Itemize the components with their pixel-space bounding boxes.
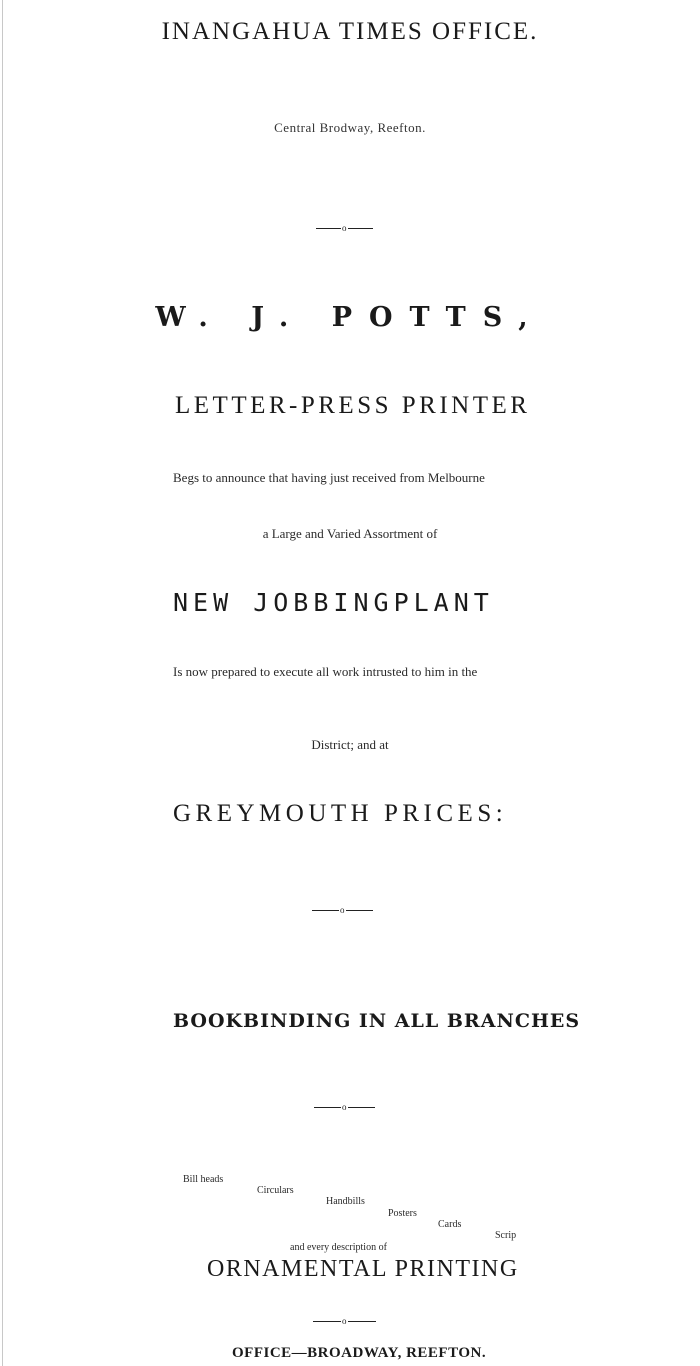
printing-item-bill-heads: Bill heads: [183, 1174, 224, 1185]
printing-item-scrip: Scrip: [495, 1230, 517, 1241]
printer-trade: LETTER-PRESS PRINTER: [175, 392, 531, 419]
bookbinding-heading: BOOKBINDING IN ALL BRANCHES: [173, 1010, 581, 1032]
district-text: District; and at: [311, 737, 389, 752]
description-text: and every description of: [290, 1242, 387, 1253]
office-title: INANGAHUA TIMES OFFICE.: [161, 18, 539, 45]
printing-item-circulars: Circulars: [257, 1185, 294, 1196]
plant-heading: NEW JOBBINGPLANT: [173, 588, 494, 617]
assortment-text: a Large and Varied Assortment of: [262, 526, 438, 541]
divider-rule-2: o: [312, 906, 373, 915]
divider-rule-4: o: [313, 1317, 376, 1326]
printer-name: W. J. POTTS,: [155, 302, 545, 333]
prices-heading: GREYMOUTH PRICES:: [173, 800, 508, 827]
divider-rule-1: o: [316, 224, 373, 233]
prepared-text: Is now prepared to execute all work intrusted to him in the: [173, 664, 478, 679]
office-address: Central Brodway, Reefton.: [274, 120, 426, 135]
printing-item-cards: Cards: [438, 1219, 462, 1230]
divider-rule-3: o: [314, 1103, 375, 1112]
ornamental-heading: ORNAMENTAL PRINTING: [207, 1256, 519, 1282]
printing-item-posters: Posters: [388, 1208, 417, 1219]
announcement-text: Begs to announce that having just received from Melbourne: [173, 470, 485, 485]
page-edge-rule: [2, 0, 3, 1366]
office-footer: OFFICE—BROADWAY, REEFTON.: [232, 1345, 487, 1361]
printing-item-handbills: Handbills: [326, 1196, 365, 1207]
